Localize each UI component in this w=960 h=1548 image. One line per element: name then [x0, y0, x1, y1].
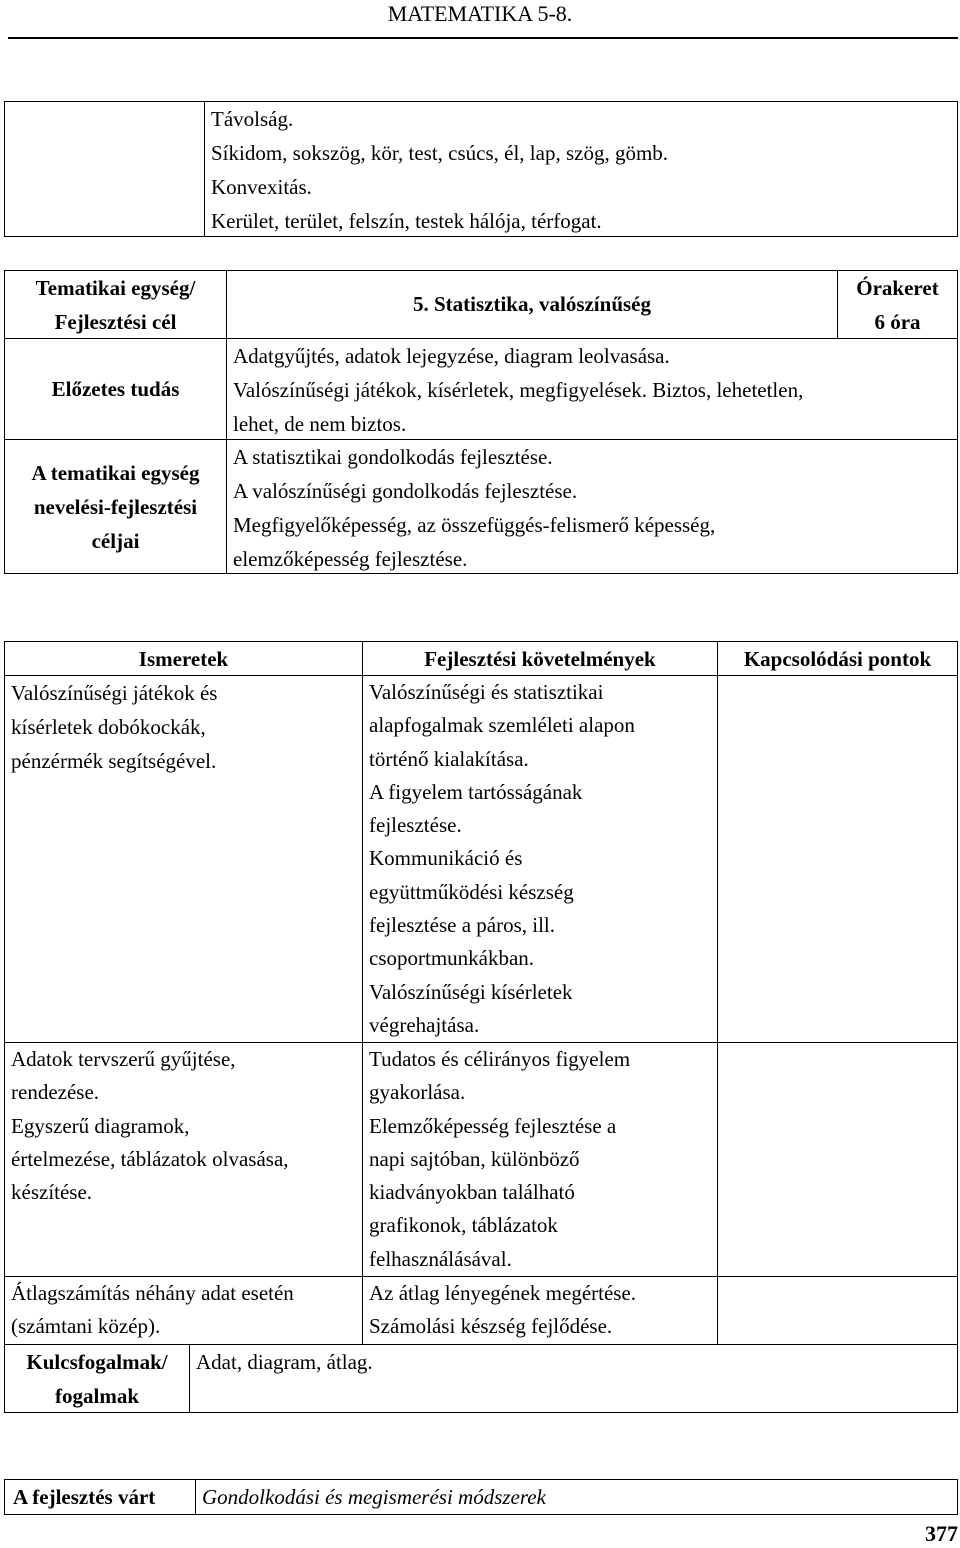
- key-concepts-label: fogalmak: [55, 1384, 139, 1408]
- row3-knowledge: [4, 1276, 363, 1345]
- goals-label-cell: [4, 439, 227, 574]
- header-knowledge-text: Ismeretek: [138, 647, 229, 671]
- prior-line: Valószínűségi játékok, kísérletek, megfigyelések. Biztos, lehetetlen,: [233, 378, 804, 402]
- prior-label: Előzetes tudás: [51, 377, 180, 401]
- header-requirements: [362, 641, 718, 676]
- expected-value: Gondolkodási és megismerési módszerek: [202, 1485, 546, 1509]
- knowledge-line: Átlagszámítás néhány adat esetén: [11, 1281, 294, 1305]
- unit-title: 5. Statisztika, valószínűség: [412, 292, 651, 316]
- requirement-line: Az átlag lényegének megértése.: [369, 1281, 637, 1305]
- requirement-line: felhasználásával.: [369, 1246, 512, 1271]
- goals-label: céljai: [91, 529, 140, 553]
- requirement-line: napi sajtóban, különböző: [369, 1146, 580, 1171]
- row2-knowledge: [4, 1042, 363, 1277]
- knowledge-line: értelmezése, táblázatok olvasása,: [11, 1146, 289, 1171]
- requirement-line: gyakorlása.: [369, 1080, 466, 1105]
- prior-line: lehet, de nem biztos.: [233, 412, 407, 436]
- unit-label: Tematikai egység/: [35, 276, 196, 300]
- requirement-line: grafikonok, táblázatok: [369, 1213, 558, 1238]
- key-concepts-label: Kulcsfogalmak/: [26, 1350, 168, 1374]
- prior-content-cell: [226, 338, 958, 440]
- top-block-content: [204, 101, 958, 237]
- key-concepts-value: Adat, diagram, átlag.: [196, 1350, 373, 1374]
- header-connections: [717, 641, 958, 676]
- header-divider: [8, 37, 958, 39]
- row2-requirements: [362, 1042, 718, 1277]
- knowledge-line: kísérletek dobókockák,: [11, 715, 206, 739]
- expected-label: A fejlesztés várt: [13, 1485, 156, 1509]
- knowledge-line: Adatok tervszerű gyűjtése,: [11, 1047, 236, 1071]
- header-connections-text: Kapcsolódási pontok: [743, 647, 932, 671]
- requirement-line: csoportmunkákban.: [369, 946, 535, 971]
- knowledge-line: Egyszerű diagramok,: [11, 1113, 190, 1138]
- goals-line: A statisztikai gondolkodás fejlesztése.: [233, 445, 553, 469]
- top-block-left-cell: [4, 101, 205, 237]
- header-requirements-text: Fejlesztési követelmények: [424, 647, 656, 671]
- page-number: 377: [925, 1521, 958, 1546]
- knowledge-line: készítése.: [11, 1180, 93, 1205]
- expected-label-cell: [4, 1479, 196, 1515]
- top-line: Távolság.: [211, 107, 294, 131]
- top-line: Kerület, terület, felszín, testek hálója, térfogat.: [211, 209, 602, 233]
- row1-connections: [717, 675, 958, 1043]
- hours-value: 6 óra: [874, 310, 921, 334]
- knowledge-line: (számtani közép).: [11, 1314, 161, 1339]
- requirement-line: Tudatos és célirányos figyelem: [369, 1047, 631, 1071]
- key-concepts-value-cell: [189, 1344, 958, 1413]
- requirement-line: Kommunikáció és: [369, 846, 523, 871]
- goals-content-cell: [226, 439, 958, 574]
- top-line: Síkidom, sokszög, kör, test, csúcs, él, lap, szög, gömb.: [211, 141, 669, 165]
- key-concepts-label-cell: [4, 1344, 190, 1413]
- prior-line: Adatgyűjtés, adatok lejegyzése, diagram leolvasása.: [233, 344, 670, 368]
- unit-title-cell: [226, 270, 838, 339]
- unit-label-cell: [4, 270, 227, 339]
- requirement-line: fejlesztése a páros, ill.: [369, 913, 556, 938]
- row1-knowledge: [4, 675, 363, 1043]
- knowledge-line: rendezése.: [11, 1080, 100, 1105]
- row3-connections: [717, 1276, 958, 1345]
- requirement-line: végrehajtása.: [369, 1012, 480, 1037]
- unit-label: Fejlesztési cél: [54, 310, 177, 334]
- requirement-line: A figyelem tartósságának: [369, 779, 583, 804]
- row3-requirements: [362, 1276, 718, 1345]
- hours-label: Órakeret: [856, 276, 939, 300]
- knowledge-line: pénzérmék segítségével.: [11, 749, 217, 773]
- requirement-line: Számolási készség fejlődése.: [369, 1314, 613, 1339]
- requirement-line: történő kialakítása.: [369, 746, 529, 771]
- row2-connections: [717, 1042, 958, 1277]
- requirement-line: Valószínűségi és statisztikai: [369, 680, 604, 704]
- header-knowledge: [4, 641, 363, 676]
- prior-label-cell: [4, 338, 227, 440]
- requirement-line: Elemzőképesség fejlesztése a: [369, 1113, 617, 1138]
- top-line: Konvexitás.: [211, 175, 312, 199]
- goals-line: Megfigyelőképesség, az összefüggés-felismerő képesség,: [233, 513, 716, 537]
- requirement-line: Valószínűségi kísérletek: [369, 979, 573, 1004]
- knowledge-line: Valószínűségi játékok és: [11, 681, 218, 705]
- row1-requirements: [362, 675, 718, 1043]
- goals-label: A tematikai egység: [31, 461, 200, 485]
- requirement-line: fejlesztése.: [369, 813, 462, 838]
- expected-value-cell: [195, 1479, 958, 1515]
- requirement-line: alapfogalmak szemléleti alapon: [369, 713, 635, 738]
- requirement-line: kiadványokban található: [369, 1180, 575, 1205]
- goals-line: A valószínűségi gondolkodás fejlesztése.: [233, 479, 578, 503]
- hours-cell: [837, 270, 958, 339]
- goals-label: nevelési-fejlesztési: [33, 495, 198, 519]
- goals-line: elemzőképesség fejlesztése.: [233, 547, 468, 571]
- page-header-title: MATEMATIKA 5-8.: [387, 1, 573, 26]
- requirement-line: együttműködési készség: [369, 879, 574, 904]
